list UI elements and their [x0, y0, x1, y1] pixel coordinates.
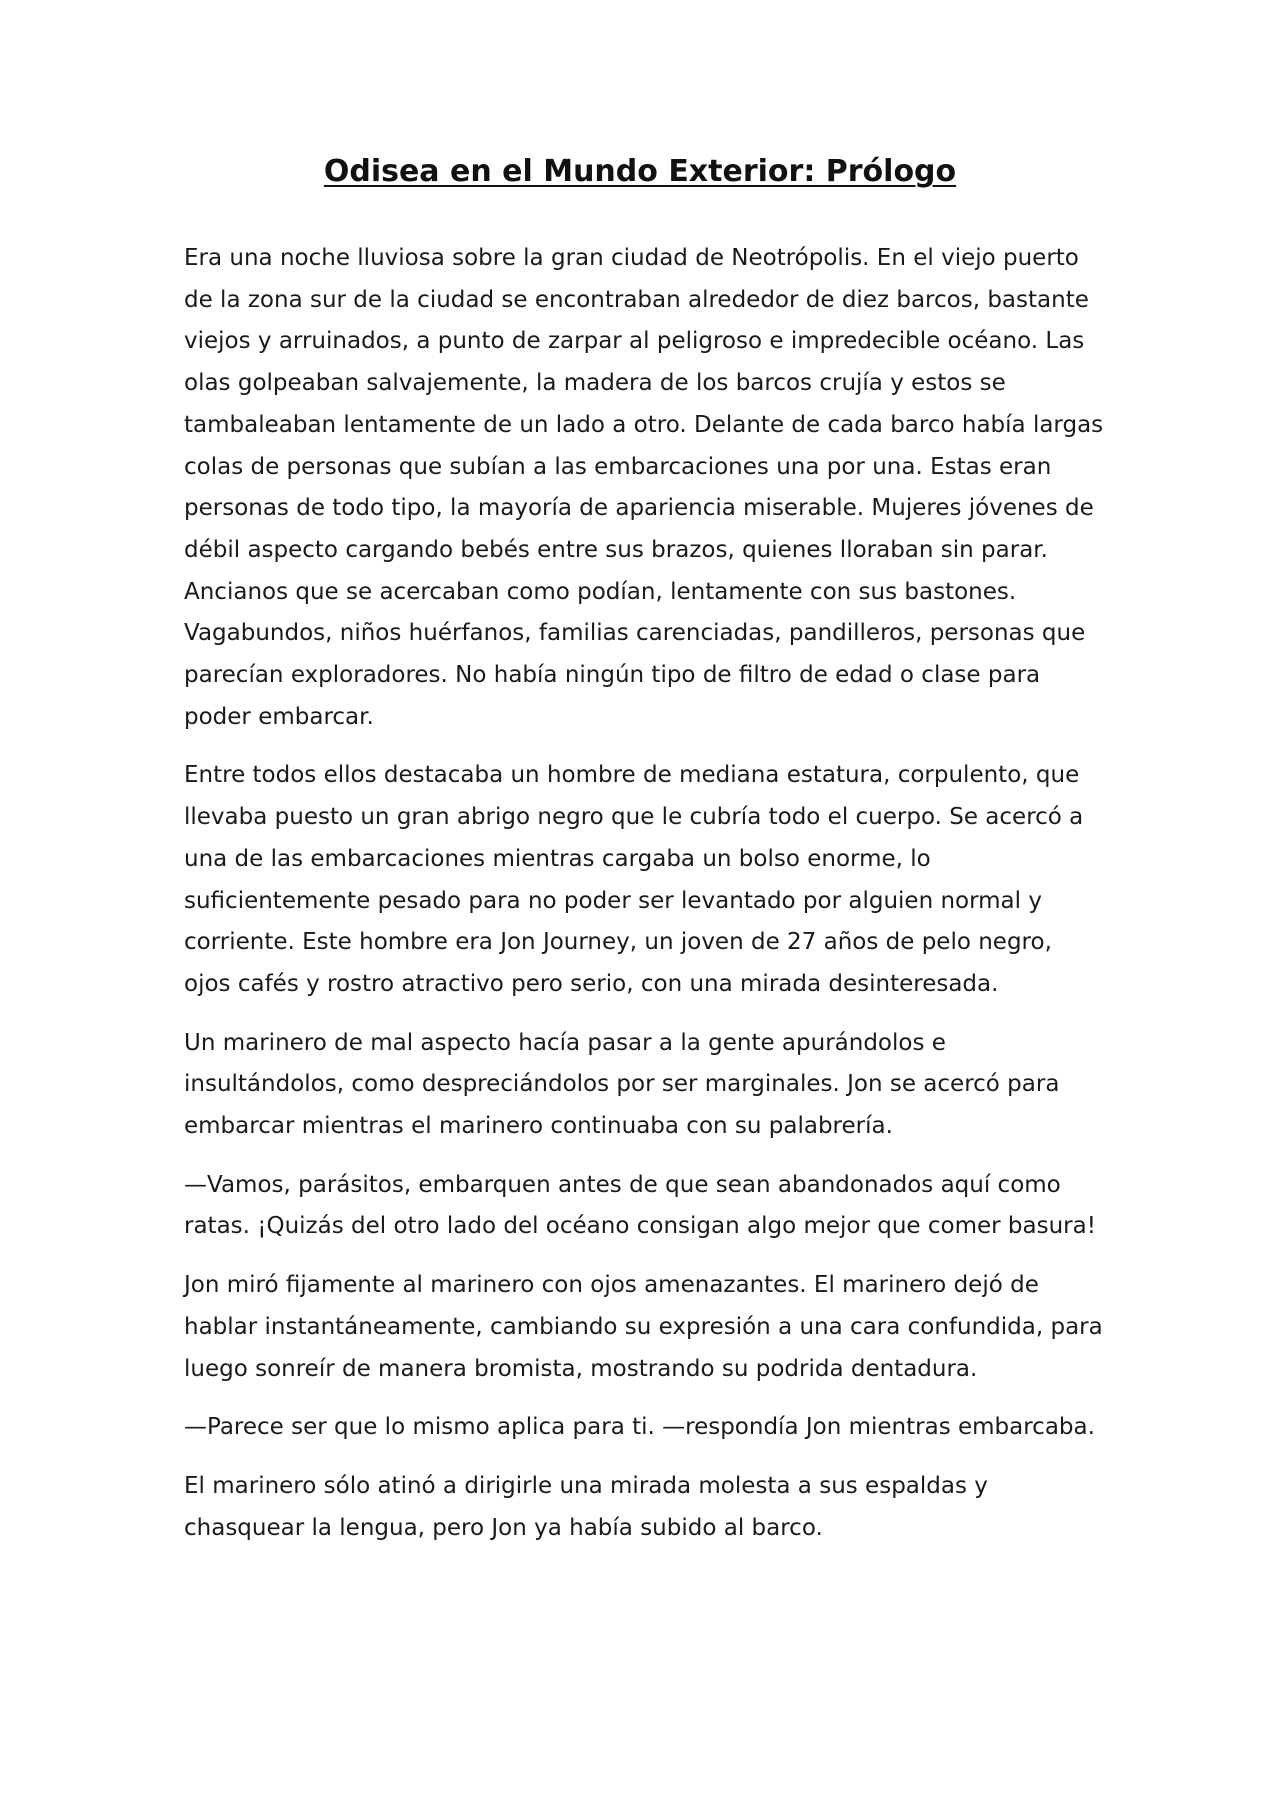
document-body — [184, 238, 1104, 1566]
paragraph-1: Era una noche lluviosa sobre la gran ciudad de Neotrópolis. En el viejo puerto de la zona sur de la ciudad se encontraban alrededor de diez barcos, bastante viejos y arruinados, a punto de zarpar al peligroso e impredecible océano. Las olas golpeaban salvajemente, la madera de los barcos crujía y estos se tambaleaban lentamente de un lado a otro. Delante de cada barco había largas colas de personas que subían a las embarcaciones una por una. Estas eran personas de todo tipo, la mayoría de apariencia miserable. Mujeres jóvenes de débil aspecto cargando bebés entre sus brazos, quienes lloraban sin parar. Ancianos que se acercaban como podían, lentamente con sus bastones. Vagabundos, niños huérfanos, familias carenciadas, pandilleros, personas que parecían exploradores. No había ningún tipo de filtro de edad o clase para poder embarcar. — [184, 245, 1104, 730]
paragraph-6-dialogue: —Parece ser que lo mismo aplica para ti. —respondía Jon mientras embarcaba. — [184, 1414, 1095, 1441]
paragraph-3: Un marinero de mal aspecto hacía pasar a la gente apurándolos e insultándolos, como despreciándolos por ser marginales. Jon se acercó para embarcar mientras el marinero continuaba con su palabrería. — [184, 1029, 1060, 1140]
paragraph-2: Entre todos ellos destacaba un hombre de mediana estatura, corpulento, que llevaba puesto un gran abrigo negro que le cubría todo el cuerpo. Se acercó a una de las embarcaciones mientras cargaba un bolso enorme, lo suficientemente pesado para no poder ser levantado por alguien normal y corriente. Este hombre era Jon Journey, un joven de 27 años de pelo negro, ojos cafés y rostro atractivo pero serio, con una mirada desinteresada. — [184, 762, 1084, 997]
paragraph-4-dialogue: —Vamos, parásitos, embarquen antes de que sean abandonados aquí como ratas. ¡Quizás del otro lado del océano consigan algo mejor que comer basura! — [184, 1171, 1096, 1240]
document-title: Odisea en el Mundo Exterior: Prólogo — [323, 154, 957, 189]
paragraph-7: El marinero sólo atinó a dirigirle una mirada molesta a sus espaldas y chasquear la lengua, pero Jon ya había subido al barco. — [184, 1472, 988, 1541]
paragraph-5: Jon miró fijamente al marinero con ojos amenazantes. El marinero dejó de hablar instantáneamente, cambiando su expresión a una cara confundida, para luego sonreír de manera bromista, mostrando su podrida dentadura. — [184, 1272, 1103, 1382]
